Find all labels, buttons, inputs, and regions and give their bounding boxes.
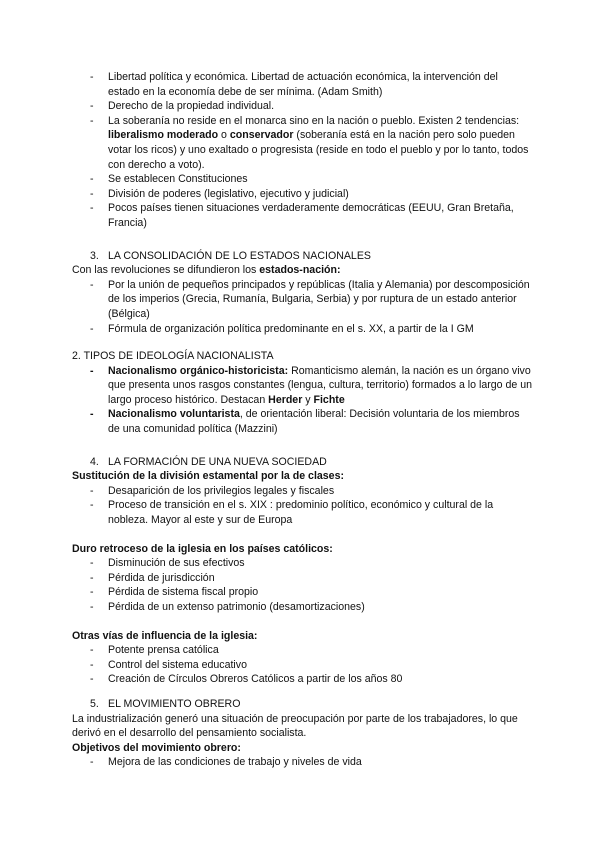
- subheading: Objetivos del movimiento obrero:: [72, 741, 241, 754]
- list-item: - Derecho de la propiedad individual.: [72, 99, 532, 114]
- list-item: - Proceso de transición en el s. XIX : predominio político, económico y cultural de la nobleza. Mayor al este y sur de Europa: [72, 498, 532, 527]
- list-item: - Fórmula de organización política predominante en el s. XX, a partir de la I GM: [72, 322, 532, 337]
- list-item: - Mejora de las condiciones de trabajo y niveles de vida: [72, 755, 532, 770]
- list-item: - Disminución de sus efectivos: [72, 556, 532, 571]
- subheading: Sustitución de la división estamental por la de clases:: [72, 470, 344, 483]
- document-page: [72, 70, 532, 770]
- list-item: - Control del sistema educativo: [72, 658, 532, 673]
- section-heading: 2. TIPOS DE IDEOLOGÍA NACIONALISTA: [72, 350, 274, 363]
- nation-states-list: [72, 278, 532, 336]
- list-item: - Pocos países tienen situaciones verdaderamente democráticas (EEUU, Gran Bretaña, Francia): [72, 201, 532, 230]
- list-item: - Pérdida de sistema fiscal propio: [72, 585, 532, 600]
- list-item: - La soberanía no reside en el monarca sino en la nación o pueblo. Existen 2 tendencias: liberalismo moderado o conservador (soberanía está en la nación pero solo pueden votar los ricos) y uno exaltado o progresista (reside en todo el pueblo y por lo tanto, todos con derecho a voto).: [72, 114, 532, 172]
- subheading: Duro retroceso de la iglesia en los países católicos:: [72, 542, 333, 555]
- class-society-list: [72, 484, 532, 528]
- list-item: - Se establecen Constituciones: [72, 172, 532, 187]
- paragraph: Con las revoluciones se difundieron los estados-nación:: [72, 264, 341, 277]
- list-item: - Nacionalismo voluntarista, de orientación liberal: Decisión voluntaria de los miembros de una comunidad política (Mazzini): [72, 407, 532, 436]
- workers-goals-list: [72, 755, 532, 770]
- section-heading: 4. LA FORMACIÓN DE UNA NUEVA SOCIEDAD: [90, 455, 327, 468]
- list-item: - División de poderes (legislativo, ejecutivo y judicial): [72, 187, 532, 202]
- list-item: - Potente prensa católica: [72, 643, 532, 658]
- section-heading: 5. EL MOVIMIENTO OBRERO: [90, 697, 241, 710]
- list-item: - Creación de Círculos Obreros Católicos a partir de los años 80: [72, 672, 532, 687]
- church-decline-list: [72, 556, 532, 614]
- nationalism-types-list: [72, 364, 532, 437]
- church-influence-list: [72, 643, 532, 687]
- list-item: - Pérdida de un extenso patrimonio (desamortizaciones): [72, 600, 532, 615]
- list-item: - Pérdida de jurisdicción: [72, 571, 532, 586]
- list-item: - Nacionalismo orgánico-historicista: Romanticismo alemán, la nación es un órgano vivo que presenta unos rasgos constantes (lengua, cultura, territorio) formados a lo largo de un largo proceso histórico. Destacan Herder y Fichte: [72, 364, 532, 408]
- liberalism-list: [72, 70, 532, 231]
- paragraph: La industrialización generó una situación de preocupación por parte de los trabajadores, lo que derivó en el desarrollo del pensamiento socialista.: [72, 712, 518, 740]
- list-item: - Desaparición de los privilegios legales y fiscales: [72, 484, 532, 499]
- section-heading: 3. LA CONSOLIDACIÓN DE LO ESTADOS NACIONALES: [90, 249, 371, 262]
- list-item: - Libertad política y económica. Libertad de actuación económica, la intervención del estado en la economía debe de ser mínima. (Adam Smith): [72, 70, 532, 99]
- subheading: Otras vías de influencia de la iglesia:: [72, 629, 258, 642]
- list-item: - Por la unión de pequeños principados y repúblicas (Italia y Alemania) por descomposición de los imperios (Grecia, Rumanía, Bulgaria, Serbia) y por ruptura de un estado anterior (Bélgica): [72, 278, 532, 322]
